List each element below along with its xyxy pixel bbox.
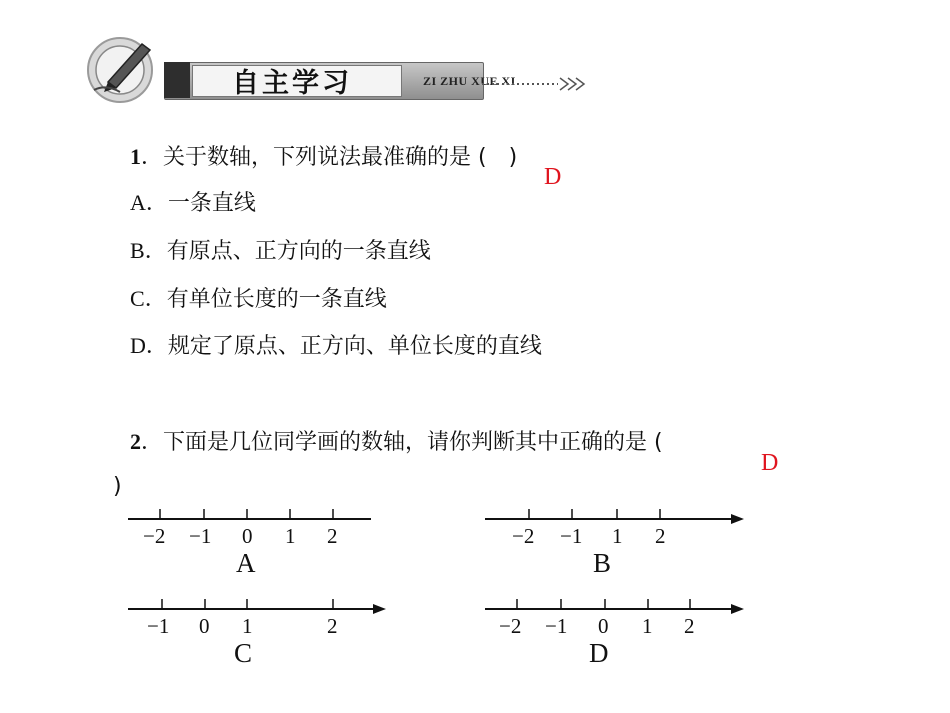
option-c: [130, 282, 387, 313]
option-text: ．一条直线: [145, 191, 256, 216]
tick-label: 0: [199, 614, 210, 638]
tick-label: 1: [242, 614, 253, 638]
arrow-head: [731, 514, 744, 524]
tick-label: 2: [327, 524, 338, 548]
tick-label: 2: [684, 614, 695, 638]
question-text: ．关于数轴，下列说法最准确的是 ( ): [141, 145, 518, 170]
question-1-answer: D: [544, 164, 562, 190]
header-dark-block: [164, 62, 190, 98]
option-letter: B: [130, 238, 145, 263]
arrow-head: [373, 604, 386, 614]
option-letter: D: [130, 333, 146, 358]
axis-caption: A: [236, 548, 256, 578]
tick-label: −1: [189, 524, 212, 548]
tick-label: 1: [642, 614, 653, 638]
dotted-arrow-icon: [482, 76, 590, 92]
number-line-d: [485, 595, 750, 625]
arrow-head: [731, 604, 744, 614]
tick-label: −1: [560, 524, 583, 548]
section-subtitle: ZI ZHU XUE XI: [423, 74, 516, 88]
axis-caption: D: [589, 638, 609, 668]
tick-label: 0: [598, 614, 609, 638]
pen-badge-icon: [80, 32, 170, 108]
axis-caption: C: [234, 638, 253, 668]
option-letter: C: [130, 286, 145, 311]
tick-label: −2: [143, 524, 166, 548]
option-text: ．规定了原点、正方向、单位长度的直线: [145, 334, 542, 359]
option-d: [130, 329, 542, 360]
question-text: ．下面是几位同学画的数轴，请你判断其中正确的是 (: [141, 430, 663, 455]
option-letter: A: [130, 190, 146, 215]
tick-label: −2: [512, 524, 535, 548]
section-title: 自主学习: [232, 68, 352, 99]
tick-label: −1: [147, 614, 170, 638]
section-header: [80, 32, 600, 112]
tick-label: 2: [655, 524, 666, 548]
question-1: [130, 140, 517, 171]
tick-label: 2: [327, 614, 338, 638]
option-b: [130, 234, 431, 265]
question-2: [130, 425, 663, 456]
tick-label: 0: [242, 524, 253, 548]
tick-label: −1: [545, 614, 568, 638]
question-number: 2: [130, 429, 141, 454]
tick-label: 1: [612, 524, 623, 548]
question-number: 1: [130, 144, 141, 169]
tick-label: 1: [285, 524, 296, 548]
option-text: ．有原点、正方向的一条直线: [144, 239, 431, 264]
question-2-answer: D: [761, 450, 779, 476]
tick-label: −2: [499, 614, 522, 638]
question-2-tail: ): [113, 474, 122, 499]
option-a: [130, 186, 256, 217]
option-text: ．有单位长度的一条直线: [144, 287, 387, 312]
axis-caption: B: [593, 548, 612, 578]
